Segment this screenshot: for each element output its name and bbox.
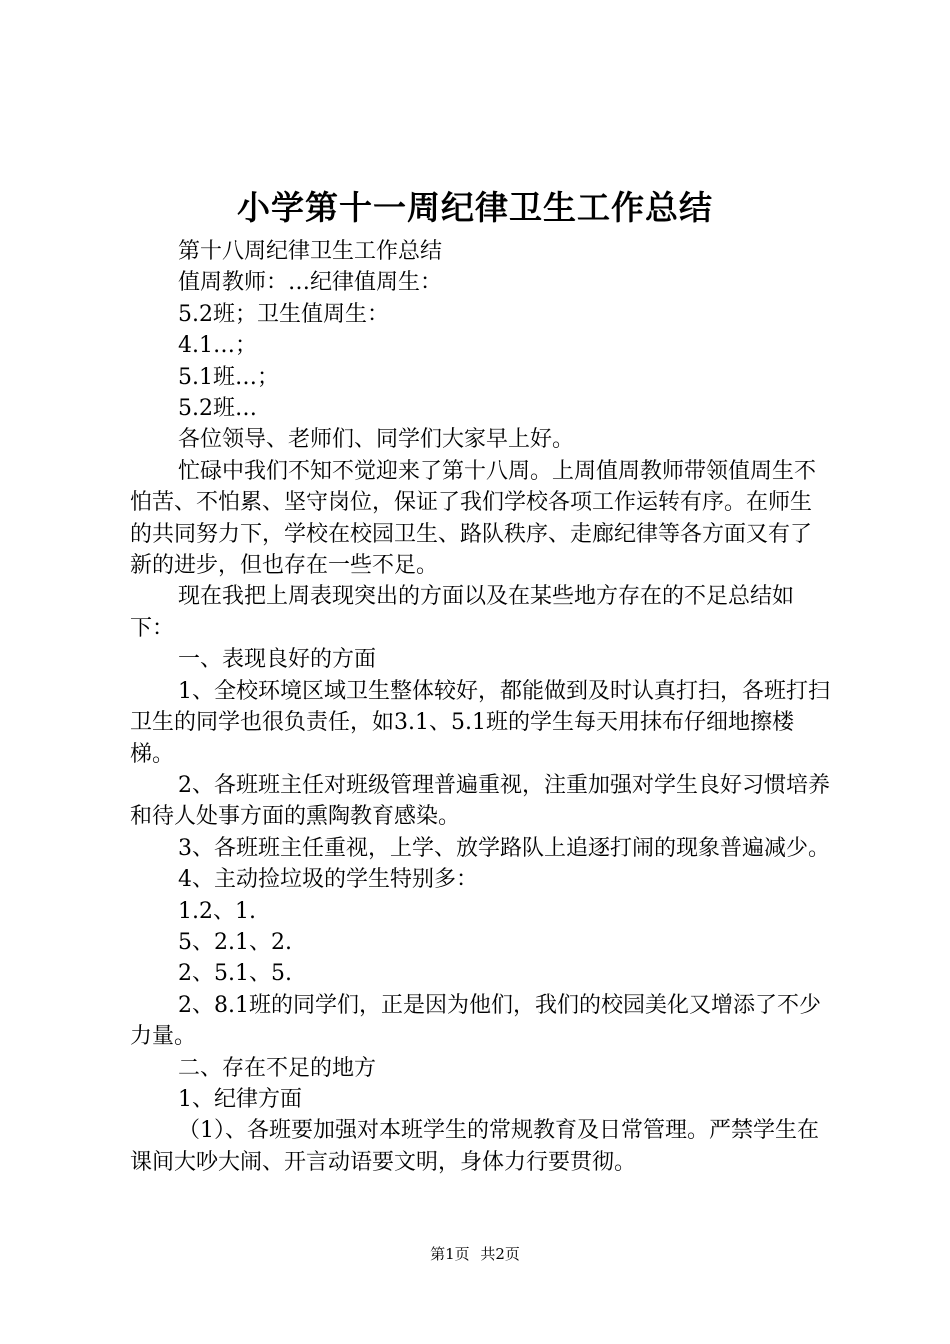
paragraph: （1）、各班要加强对本班学生的常规教育及日常管理。严禁学生在课间大吵大闹、开言动语要文明，身体力行要贯彻。 (130, 1118, 819, 1175)
subsection-heading: 1、纪律方面 (178, 1086, 302, 1112)
page-total: 共2页 (480, 1245, 520, 1263)
paragraph: 现在我把上周表现突出的方面以及在某些地方存在的不足总结如下： (130, 584, 795, 641)
paragraph: 忙碌中我们不知不觉迎来了第十八周。上周值周教师带领值周生不怕苦、不怕累、坚守岗位，保证了我们学校各项工作运转有序。在师生的共同努力下，学校在校园卫生、路队秩序、走廊纪律等各方面又有了新的进步，但也存在一些不足。 (130, 458, 817, 579)
paragraph: 1、全校环境区域卫生整体较好，都能做到及时认真打扫，各班打扫卫生的同学也很负责任，如3.1、5.1班的学生每天用抹布仔细地擦楼梯。 (130, 678, 830, 767)
paragraph: 1.2、1. (178, 898, 256, 924)
paragraph: 2、8.1班的同学们，正是因为他们，我们的校园美化又增添了不少力量。 (130, 992, 821, 1050)
document-body (130, 236, 830, 1178)
paragraph: 5.2班；卫生值周生： (178, 301, 389, 327)
paragraph: 5.1班…； (178, 364, 279, 390)
paragraph: 4.1…； (178, 333, 257, 359)
paragraph: 5、2.1、2. (178, 929, 292, 955)
paragraph: 2、5.1、5. (178, 961, 292, 987)
paragraph: 2、各班班主任对班级管理普遍重视，注重加强对学生良好习惯培养和待人处事方面的熏陶教育感染。 (130, 772, 830, 830)
paragraph: 第十八周纪律卫生工作总结 (178, 239, 443, 264)
section-heading: 二、存在不足的地方 (178, 1055, 377, 1081)
paragraph: 4、主动捡垃圾的学生特别多： (178, 867, 478, 893)
page-footer (0, 1243, 950, 1265)
paragraph: 5.2班… (178, 396, 257, 422)
paragraph: 各位领导、老师们、同学们大家早上好。 (178, 427, 575, 453)
paragraph: 值周教师：…纪律值周生： (178, 270, 443, 296)
section-heading: 一、表现良好的方面 (178, 647, 377, 673)
paragraph: 3、各班班主任重视，上学、放学路队上追逐打闹的现象普遍减少。 (178, 835, 830, 861)
document-title: 小学第十一周纪律卫生工作总结 (237, 188, 713, 227)
page-number: 第1页 (430, 1245, 470, 1263)
